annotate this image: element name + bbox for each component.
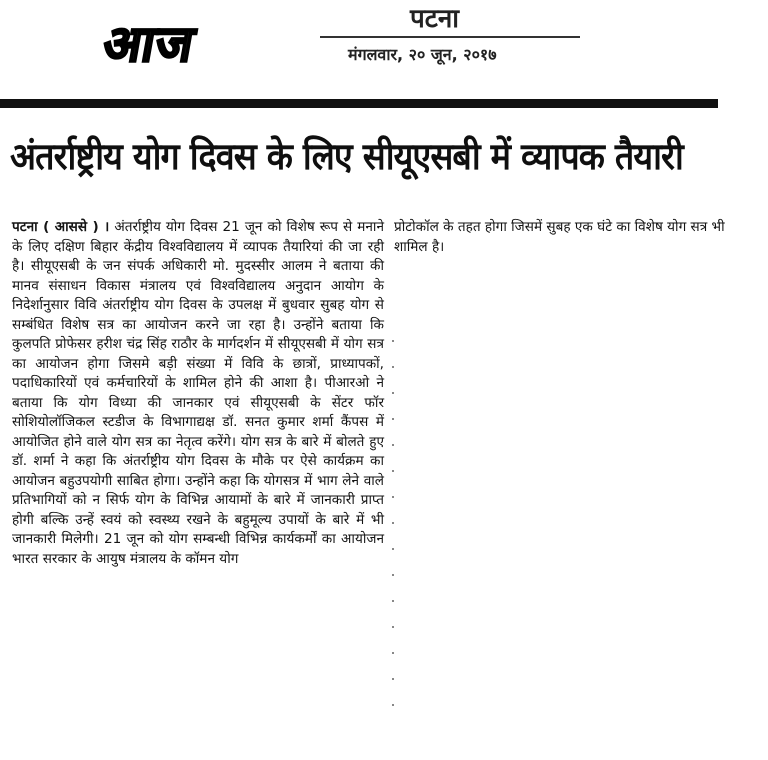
edition-city: पटना bbox=[410, 4, 460, 34]
article-column-2 bbox=[394, 218, 756, 257]
newspaper-logo bbox=[98, 14, 244, 74]
article-column-1 bbox=[12, 218, 384, 569]
article-body-column-1: अंतर्राष्ट्रीय योग दिवस 21 जून को विशेष रूप से मनाने के लिए दक्षिण बिहार केंद्रीय विश्वविद्यालय में व्यापक तैयारियां की जा रही है। सीयूएसबी के जन संपर्क अधिकारी मो. मुदस्सीर आलम ने बताया की मानव संसाधन विकास मंत्रालय एवं विश्वविद्यालय अनुदान आयोग के निदेर्शानुसार विवि अंतर्राष्ट्रीय योग दिवस के उपलक्ष में बुधवार सुबह योग से सम्बंधित विशेष सत्र का आयोजन करने जा रहा है। उन्होंने बताया कि कुलपति प्रोफेसर हरीश चंद्र सिंह राठौर के मार्गदर्शन में सीयूएसबी में योग सत्र का आयोजन होगा जिसमे बड़ी संख्या में विवि के छात्रों, प्राध्यापकों, पदाधिकारियों एवं कर्मचारियों के शामिल होने की आशा है। पीआरओ ने बताया कि योग विध्या की जानकार एवं सीयूएसबी के सेंटर फॉर सोशियोलॉजिकल स्टडीज के विभागाद्यक्ष डॉ. सनत कुमार शर्मा कैंपस में आयोजित होने वाले योग सत्र का नेतृत्व करेंगे। योग सत्र के बारे में बोलते हुए डॉ. शर्मा ने कहा कि अंतर्राष्ट्रीय योग दिवस के मौके पर ऐसे कार्यक्रम का आयोजन बहुउपयोगी साबित होगा। उन्होंने कहा कि योगसत्र में भाग लेने वाले प्रतिभागियों को न सिर्फ योग के विभिन्न आयामों के बारे में जानकारी प्राप्त होगी बल्कि उन्हें स्वयं को स्वस्थ्य रखने के बहुमूल्य उपायों के बारे में भी जानकारी मिलेगी। 21 जून को योग सम्बन्धी विभिन्न कार्यकर्मों का आयोजन भारत सरकार के आयुष मंत्रालय के कॉमन योग bbox=[12, 219, 384, 567]
article-dateline: पटना ( आससे ) । bbox=[12, 219, 110, 235]
article-body-column-2: प्रोटोकॉल के तहत होगा जिसमें सुबह एक घंटे का विशेष योग सत्र भी शामिल है। bbox=[394, 219, 725, 255]
header-rule bbox=[0, 99, 718, 108]
column-separator bbox=[392, 340, 396, 750]
article-headline: अंतर्राष्ट्रीय योग दिवस के लिए सीयूएसबी में व्यापक तैयारी bbox=[10, 135, 683, 178]
masthead-divider bbox=[320, 36, 580, 38]
publication-date: मंगलवार, २० जून, २०१७ bbox=[348, 45, 497, 64]
newspaper-name: आज bbox=[98, 15, 200, 73]
